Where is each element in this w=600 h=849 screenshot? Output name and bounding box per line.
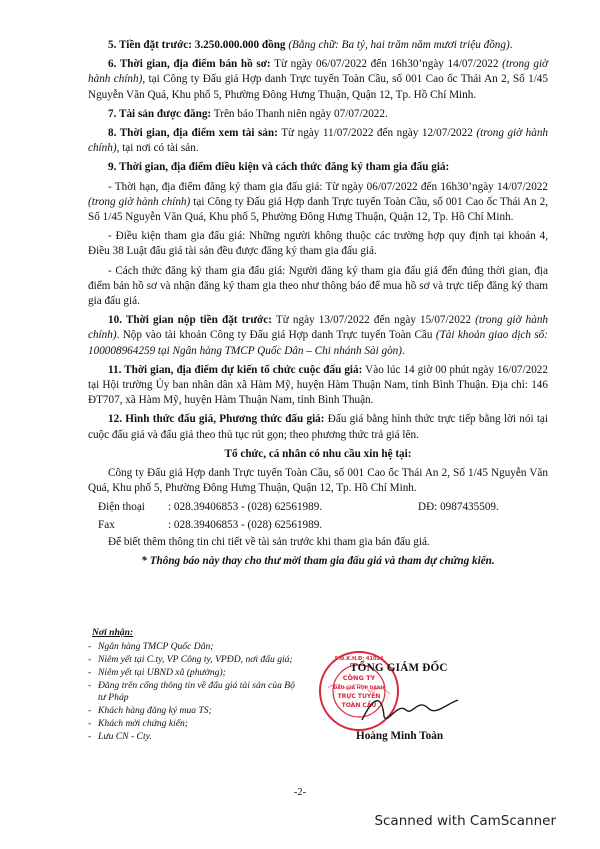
section-7: 7. Tài sản được đăng: Trên báo Thanh niên ngày 07/07/2022. [108,107,388,120]
svg-text:S.Đ.K.H.Đ: 41024: S.Đ.K.H.Đ: 41024 [334,656,384,662]
recipient-item: - Đăng trên cổng thông tin về đấu giá tài sản của Bộ tư Pháp [88,680,303,704]
recipient-item: - Lưu CN - Cty. [88,731,303,743]
section-8: 8. Thời gian, địa điểm xem tài sản: Từ ngày 11/07/2022 đến ngày 12/07/2022 (trong giờ hành chính), tại nơi có tài sản. [88,127,549,155]
section-9-heading: 9. Thời gian, địa điểm điều kiện và cách thức đăng ký tham gia đấu giá: [108,161,450,174]
section-9-conditions: - Điều kiện tham gia đấu giá: Những người không thuộc các trường hợp quy định tại khoản 4, Điều 38 Luật đấu giá tài sản đều được đăng ký tham gia đấu giá. [88,230,548,258]
recipient-item: - Niêm yết tại UBND xã (phường); [88,667,303,679]
section-6: 6. Thời gian, địa điểm bán hồ sơ: Từ ngày 06/07/2022 đến 16h30’ngày 14/07/2022 (trong giờ hành chính), tại Công ty Đấu giá Hợp danh Trực tuyến Toàn Cầu, số 001 Cao ốc Thái An 2, Số 1/45 Nguyễn Văn Quá, Khu phố 5, Phường Đông Hưng Thuận, Quận 12, Tp. Hồ Chí Minh. [88,58,549,101]
mobile-value: DĐ: 0987435509. [418,501,499,514]
contact-heading: Tổ chức, cá nhân có nhu cầu xin hệ tại: [224,447,412,460]
signature-block [318,650,518,760]
notice-body [88,38,548,573]
section-12: 12. Hình thức đấu giá, Phương thức đấu giá: Đấu giá bằng hình thức trực tiếp bằng lời nói tại cuộc đấu giá và đấu giá theo thủ tục rút gọn; theo phương thức trả giá lên. [88,413,549,441]
scanner-watermark: Scanned with CamScanner [374,813,556,829]
section-10: 10. Thời gian nộp tiền đặt trước: Từ ngày 13/07/2022 đến ngày 15/07/2022 (trong giờ hành chính). Nộp vào tài khoản Công ty Đấu giá Hợp danh Trực tuyến Toàn Cầu (Tài khoản giao dịch số: 100008964259 tại Ngân hàng TMCP Quốc Dân – Chi nhánh Sài gòn). [88,314,549,357]
recipients-block [88,627,303,744]
page-number: -2- [293,787,307,798]
signer-name: Hoàng Minh Toàn [356,730,444,742]
recipient-item: - Ngân hàng TMCP Quốc Dân; [88,641,303,653]
signer-role: TỔNG GIÁM ĐỐC [350,662,448,674]
contact-fax-row [88,518,548,533]
section-9-deadline: - Thời hạn, địa điểm đăng ký tham gia đấu giá: Từ ngày 06/07/2022 đến 16h30’ngày 14/07/2022 (trong giờ hành chính) tại Công ty Đấu giá Hợp danh Trực tuyến Toàn Cầu, số 001 Cao ốc Thái An 2, Số 1/45 Nguyễn Văn Quá, Khu phố 5, Phường Đông Hưng Thuận, Quận 12, Tp. Hồ Chí Minh. [88,180,548,224]
recipient-item: - Khách mời chứng kiến; [88,718,303,730]
section-11: 11. Thời gian, địa điểm dự kiến tổ chức cuộc đấu giá: Vào lúc 14 giờ 00 phút ngày 16/07/2022 tại Hội trường Ủy ban nhân dân xã Hàm Mỹ, huyện Hàm Thuận Nam, tỉnh Bình Thuận. Địa chỉ: 146 ĐT707, xã Hàm Mỹ, huyện Hàm Thuận Nam, tỉnh Bình Thuận. [88,363,548,407]
recipient-item: - Khách hàng đăng ký mua TS; [88,705,303,717]
recipient-item: - Niêm yết tại C.ty, VP Công ty, VPĐD, nơi đấu giá; [88,654,303,666]
signature-scribble-icon [354,690,464,730]
contact-note: Để biết thêm thông tin chi tiết về tài sản trước khi tham gia bán đấu giá. [108,535,430,548]
section-9-method: - Cách thức đăng ký tham gia đấu giá: Người đăng ký tham gia đấu giá đến đúng thời gian, địa điểm bán hồ sơ và nhận đăng ký tham gia theo như thông báo để mua hồ sơ và trực tiếp đăng ký tham gia đấu giá. [88,264,548,308]
fax-label: Fax [98,518,115,531]
svg-text:ĐẤU GIÁ HỢP DANH: ĐẤU GIÁ HỢP DANH [333,686,385,691]
svg-text:CÔNG TY: CÔNG TY [342,674,376,682]
contact-company: Công ty Đấu giá Hợp danh Trực tuyến Toàn Cầu, số 001 Cao ốc Thái An 2, Số 1/45 Nguyễn Văn Quá, Khu phố 5, Phường Đông Hưng Thuận, Quận 12, Tp. Hồ Chí Minh. [88,467,548,495]
fax-value: : 028.39406853 - (028) 62561989. [168,518,323,531]
recipients-title: Nơi nhận: [92,627,134,638]
section-5: 5. Tiền đặt trước: 3.250.000.000 đồng (Bằng chữ: Ba tỷ, hai trăm năm mươi triệu đồng). [108,39,513,51]
phone-label: Điện thoại [98,501,145,514]
recipients-list [88,641,303,743]
phone-value: : 028.39406853 - (028) 62561989. [168,501,323,514]
contact-phone-row [88,500,548,515]
svg-text:TRỰC TUYẾN: TRỰC TUYẾN [337,693,381,700]
svg-text:TOÀN CẦU: TOÀN CẦU [341,702,377,709]
closing-note: * Thông báo này thay cho thư mời tham gia đấu giá và tham dự chứng kiến. [141,555,495,568]
